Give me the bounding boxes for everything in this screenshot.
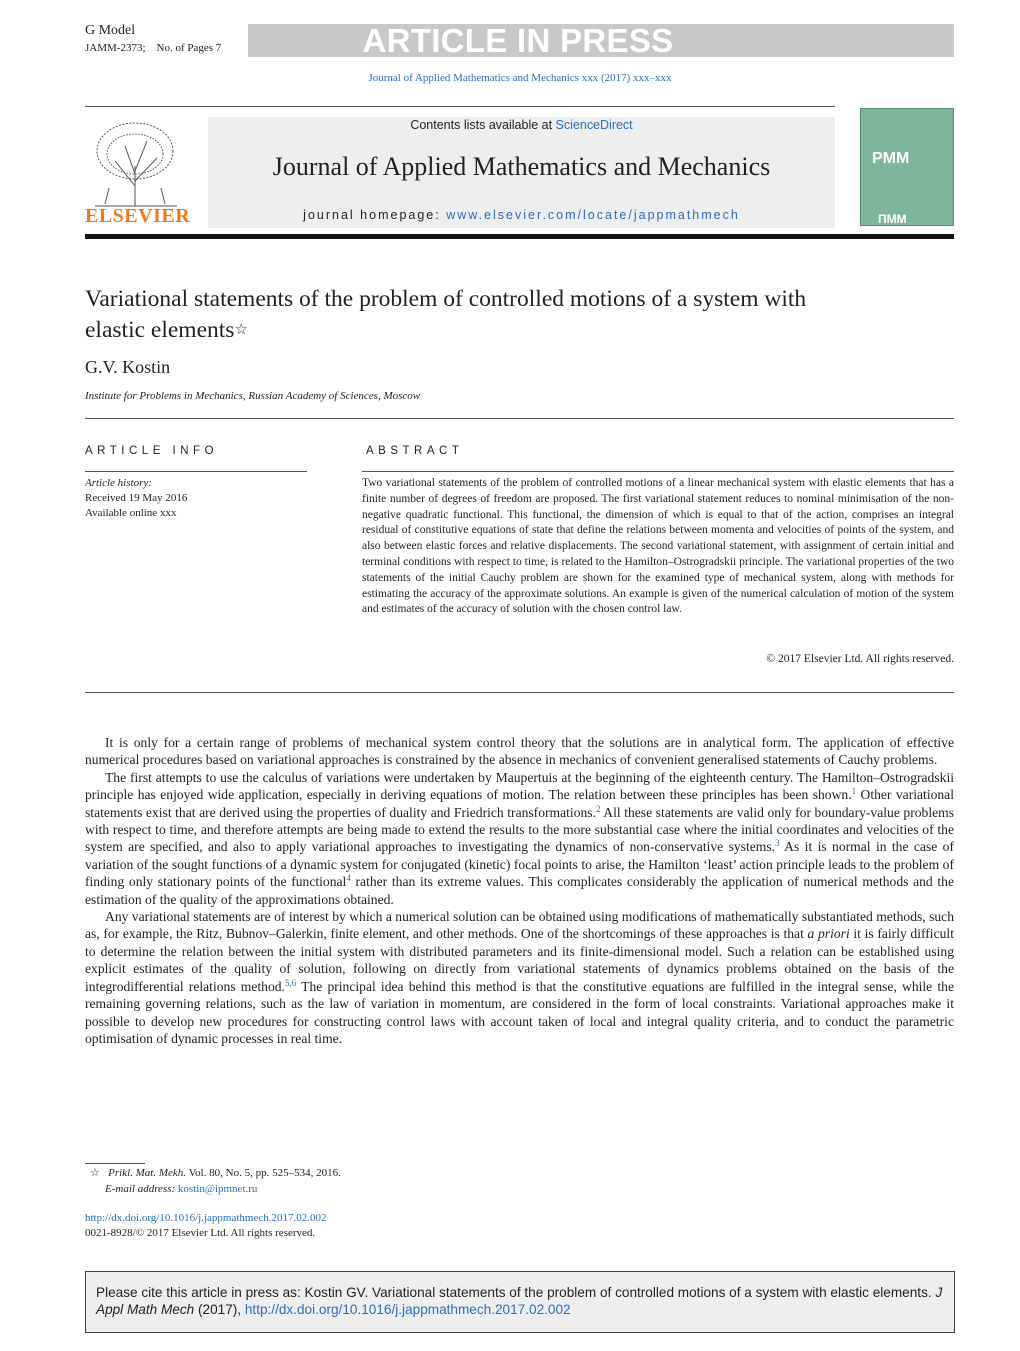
p2-part-d: As it is normal in the case of variation of the sought functions of a dynamic system for conjugated (kinetic) focal points to arise, the Hamilton ‘least’ action principle leads to the problem of finding only stationary points of the functional [85, 839, 954, 890]
author-affiliation: Institute for Problems in Mechanics, Russian Academy of Sciences, Moscow [85, 390, 421, 402]
p2-part-c: All these statements are valid only for boundary-value problems with respect to time, and therefore attempts are being made to extend the results to the more substantial case where the initial coordinates and velocities of the system are specified, and also to apply variational approaches to investigating the dynamics of non-conservative systems. [85, 804, 954, 855]
article-info-rule [85, 471, 307, 472]
cover-bottom-label: ПММ [878, 212, 907, 226]
footnote-rule [85, 1163, 145, 1164]
abstract-rule [362, 471, 954, 472]
cite-doi-link[interactable]: http://dx.doi.org/10.1016/j.jappmathmech.2017.02.002 [244, 1302, 571, 1317]
cover-title: PMM [872, 150, 910, 167]
footnote-email [105, 1182, 257, 1197]
p2-part-b: Other variational statements exist that are derived using the properties of duality and Friedrich transformations. [85, 787, 954, 820]
page-count: No. of Pages 7 [156, 42, 222, 54]
journal-title: Journal of Applied Mathematics and Mechanics [272, 152, 771, 181]
doi-link[interactable]: http://dx.doi.org/10.1016/j.jappmathmech.2017.02.002 [85, 1212, 327, 1224]
article-in-press-text: ARTICLE IN PRESS [362, 22, 674, 59]
a-priori: a priori [807, 926, 850, 942]
citation-box [85, 1271, 955, 1333]
title-divider [85, 418, 954, 419]
article-info-heading: ARTICLE INFO [85, 445, 219, 457]
footnote-star: ☆ [90, 1167, 100, 1179]
jamm-code: JAMM-2373; [85, 42, 146, 54]
email-label: E-mail address: [105, 1183, 178, 1195]
header-thick-rule [85, 234, 954, 239]
contents-line [208, 117, 835, 133]
contents-prefix: Contents lists available at [410, 118, 556, 132]
footnote-journal: Prikl. Mat. Mekh. [108, 1167, 187, 1179]
article-title [85, 284, 825, 346]
footnote-details: Vol. 80, No. 5, pp. 525–534, 2016. [186, 1167, 341, 1179]
cite-journal: J Appl Math Mech [96, 1285, 943, 1317]
elsevier-wordmark: ELSEVIER [85, 205, 191, 227]
abstract-copyright: © 2017 Elsevier Ltd. All rights reserved. [766, 653, 954, 665]
ref-link-4[interactable]: 4 [346, 873, 351, 884]
title-footnote-star[interactable]: ☆ [234, 322, 248, 338]
received-date: Received 19 May 2016 [85, 492, 188, 504]
cite-prefix: Please cite this article in press as: Kostin GV. Variational statements of the problem of controlled motions of a system with elastic elements. [96, 1285, 936, 1300]
issn-copyright: 0021-8928/© 2017 Elsevier Ltd. All rights reserved. [85, 1227, 316, 1239]
ref-link-1[interactable]: 1 [851, 786, 857, 797]
cite-year: (2017), [194, 1302, 245, 1317]
p3-part-b: it is fairly difficult to determine the relation between the initial system with distributed parameters and its finite-dimensional model. Such a relation can be established using explicit estimates of the quality of solution, following on directly from variational statements of dynamics problems obtained on the basis of the integrodifferential relations method. [85, 926, 954, 994]
footnote-source [90, 1166, 341, 1181]
ref-link-5-6[interactable]: 5,6 [284, 977, 297, 988]
article-history [85, 476, 187, 521]
manuscript-id [85, 42, 221, 55]
homepage-label: journal homepage: [303, 208, 447, 222]
abstract-divider [85, 692, 954, 693]
paragraph-2 [85, 769, 954, 908]
author-name: G.V. Kostin [85, 357, 171, 377]
ref-link-3[interactable]: 3 [775, 838, 780, 849]
email-link[interactable]: kostin@ipmnet.ru [177, 1183, 258, 1195]
p2-part-a: The first attempts to use the calculus of variations were undertaken by Maupertuis at the beginning of the eighteenth century. The Hamilton–Ostrogradskii principle has enjoyed wide application, especially in deriving equations of motion. The relation between these principles has been shown. [85, 769, 954, 803]
abstract-heading: ABSTRACT [366, 445, 464, 457]
paragraph-1: It is only for a certain range of problems of mechanical system control theory that the solutions are in analytical form. The application of effective numerical procedures based on variational approaches is constrained by the absence in mechanics of convenient generalised statements of Cauchy problems. [85, 735, 954, 768]
journal-reference-link[interactable]: Journal of Applied Mathematics and Mechanics xxx (2017) xxx–xxx [368, 72, 672, 84]
sciencedirect-link[interactable]: ScienceDirect [555, 118, 633, 132]
online-date: Available online xxx [85, 507, 177, 519]
body-text [85, 734, 954, 1047]
p2-part-e: rather than its extreme values. This complicates considerably the application of numerical methods and the estimation of the quality of the approximations obtained. [85, 874, 954, 907]
abstract-text: Two variational statements of the problem of controlled motions of a linear mechanical system with elastic elements that has a finite number of degrees of freedom are proposed. The first variational statement reduces to nominal minimisation of the non-negative quadratic functional. This functional, the dimension of which is equal to that of the action, comprises an integral residual of constitutive equations of state that define the relations between momenta and velocities of points of the system, and also between elastic forces and relative displacements. The second variational statement, with assignment of certain initial and terminal conditions with respect to time, is related to the Hamilton–Ostrogradskii principle. The variational properties of the two statements of the initial Cauchy problem are shown for the examined type of mechanical system, along with methods for estimating the accuracy of the approximate solutions. An example is given of the numerical calculation of motion of the system and estimates of the accuracy of solution with the chosen control law. [362, 477, 954, 616]
p3-part-c: The principal idea behind this method is that the constitutive equations are fulfilled in the integral sense, while the remaining governing relations, such as the law of variation in momentum, are considered in the form of local constraints. Variational approaches make it possible to develop new procedures for constructing control laws with account taken of local and integral quality criteria, and to conduct the parametric optimisation of dynamic processes in real time. [85, 978, 954, 1046]
g-model-label: G Model [85, 23, 136, 38]
history-label: Article history: [85, 477, 152, 489]
ref-link-2[interactable]: 2 [595, 803, 601, 814]
p3-part-a: Any variational statements are of interest by which a numerical solution can be obtained using modifications of mathematically substantiated methods, such as, for example, the Ritz, Bubnov–Galerkin, finite element, and other methods. One of the shortcomings of these approaches is that [85, 909, 955, 942]
paragraph-3 [85, 908, 954, 1047]
journal-homepage [208, 208, 835, 222]
header-top-rule [85, 106, 835, 107]
article-title-text: Variational statements of the problem of controlled motions of a system with elastic elements [85, 286, 807, 343]
homepage-link[interactable]: www.elsevier.com/locate/jappmathmech [446, 208, 740, 222]
